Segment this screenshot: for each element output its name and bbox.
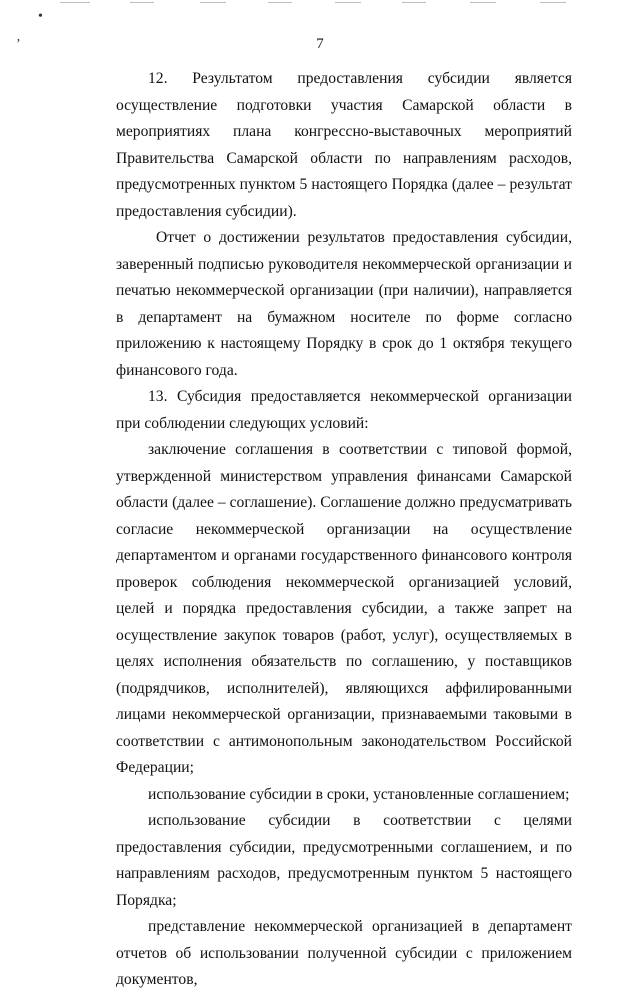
paragraph-agreement-condition: заключение соглашения в соответствии с типовой формой, утвержденной министерством управления финансами Самарской области (далее – соглашение). Соглашение должно предусматривать согласие некоммерческой организации на осуществление департаментом и органами государственного финансового контроля проверок соблюдения некоммерческой организацией условий, целей и порядка предоставления субсидии, а также запрет на осуществление закупок товаров (работ, услуг), осуществляемых в целях исполнения обязательств по соглашению, у поставщиков (подрядчиков, исполнителей), являющихся аффилированными лицами некоммерческой организации, признаваемыми таковыми в соответствии с антимонопольным законодательством Российской Федерации;: [116, 441, 572, 776]
scan-dot-mark: •: [38, 9, 43, 24]
paragraph-report: Отчет о достижении результатов предоставления субсидии, заверенный подписью руководителя некоммерческой организации и печатью некоммерческой организации (при наличии), направляется в департамент на бумажном носителе по форме согласно приложению к настоящему Порядку в срок до 1 октября текущего финансового года.: [116, 229, 572, 379]
paragraph-reports-submission: представление некоммерческой организацией в департамент отчетов об использовании полученной субсидии с приложением документов,: [116, 918, 572, 988]
paragraph-usage-terms: использование субсидии в сроки, установленные соглашением;: [148, 785, 570, 803]
scan-tick-mark: ʼ: [16, 37, 21, 52]
paragraph-result-definition: 12. Результатом предоставления субсидии является осуществление подготовки участия Самарской области в мероприятиях плана конгрессно-выставочных мероприятий Правительства Самарской области по направлениям расходов, предусмотренных пунктом 5 настоящего Порядка (далее – результат предоставления субсидии).: [116, 70, 572, 220]
page-number: 7: [316, 36, 324, 52]
document-body: [116, 66, 572, 994]
paragraph-usage-purposes: использование субсидии в соответствии с целями предоставления субсидии, предусмотренными соглашением, и по направлениям расходов, предусмотренным пунктом 5 настоящего Порядка;: [116, 812, 572, 909]
paragraph-conditions-intro: 13. Субсидия предоставляется некоммерческой организации при соблюдении следующих условий:: [116, 388, 572, 432]
scan-edge-artifacts: [0, 0, 640, 10]
